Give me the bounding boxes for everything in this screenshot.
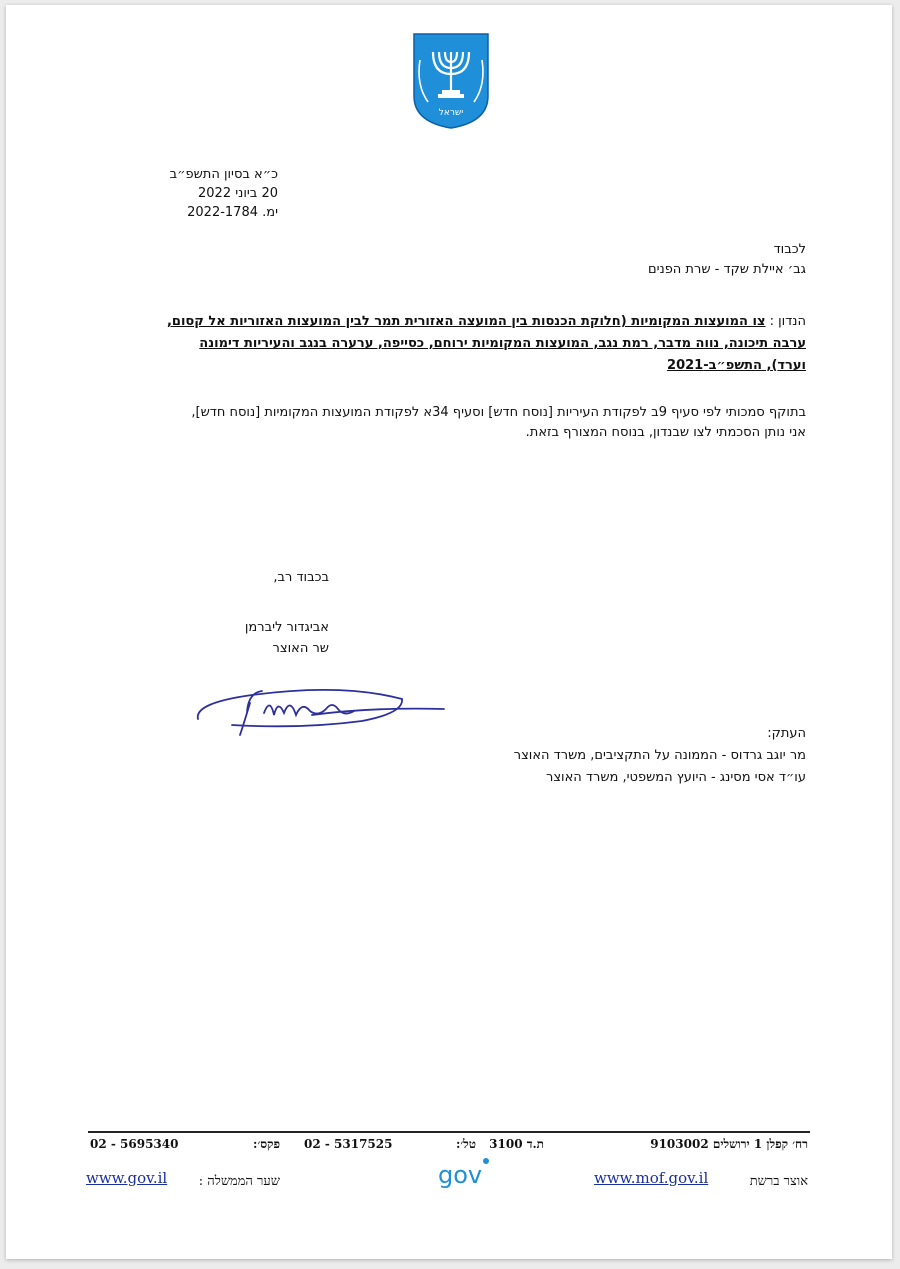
gregorian-date: 20 ביוני 2022 — [198, 186, 278, 201]
closing-regards: בכבוד רב, — [273, 570, 329, 585]
body-paragraph — [86, 403, 806, 443]
mof-website-link[interactable]: www.mof.gov.il — [594, 1169, 709, 1187]
footer-fax: 02 - 5695340 — [90, 1137, 179, 1151]
salutation: לכבוד — [773, 242, 806, 257]
footer-po-box: ת.ד 3100 — [489, 1137, 544, 1151]
cc-line-1: מר יוגב גרדוס - הממונה על התקציבים, משרד האוצר — [513, 748, 806, 763]
gov-logo-icon — [436, 1153, 496, 1191]
cc-block — [406, 723, 806, 789]
footer-address: רח׳ קפלן 1 ירושלים 9103002 — [650, 1137, 808, 1151]
cc-label: העתק: — [767, 726, 806, 741]
gov-website-link[interactable]: www.gov.il — [86, 1169, 168, 1187]
letter-page — [6, 5, 892, 1259]
footer-divider — [88, 1131, 810, 1133]
signer-name: אביגדור ליברמן — [244, 620, 329, 635]
body-line-1: בתוקף סמכותי לפי סעיף 9ב לפקודת העיריות [נוסח חדש] וסעיף 34א לפקודת המועצות המקומיות [נוסח חדש], — [191, 405, 806, 420]
hebrew-date: כ״א בסיון התשפ״ב — [169, 167, 278, 182]
addressee-block — [506, 240, 806, 280]
subject-line-2: ערבה תיכונה, נווה מדבר, רמת נגב, המועצות המקומיות ירוחם, כסייפה, ערערה בנגב והעיריות דימונה — [199, 336, 806, 351]
body-line-2: אני נותן הסכמתי לצו שבנדון, בנוסח המצורף בזאת. — [525, 425, 806, 440]
cc-line-2: עו״ד אסי מסינג - היועץ המשפטי, משרד האוצר — [545, 770, 806, 785]
subject-block — [86, 311, 806, 377]
date-block — [58, 165, 278, 222]
subject-prefix: הנדון : — [769, 314, 806, 329]
gov-logo-text: gov — [438, 1161, 483, 1189]
footer-phone-label: טל׳: — [455, 1137, 476, 1151]
signer-block — [129, 617, 329, 659]
emblem-text: ישראל — [438, 108, 464, 118]
footer-mof-label: אוצר ברשת — [749, 1174, 808, 1189]
footer-phone: 02 - 5317525 — [304, 1137, 393, 1151]
signer-title: שר האוצר — [272, 641, 329, 656]
footer-fax-label: פקס׳: — [253, 1137, 280, 1151]
reference-number: ימ. 2022-1784 — [187, 205, 278, 220]
subject-line-1: צו המועצות המקומיות (חלוקת הכנסות בין המועצה האזורית תמר לבין המועצות האזוריות אל קסום, — [166, 314, 766, 329]
state-emblem-icon — [410, 30, 492, 130]
addressee-name: גב׳ איילת שקד - שרת הפנים — [647, 262, 806, 277]
subject-line-3: וערד), התשפ״ב-2021 — [667, 358, 806, 373]
footer-gov-label: שער הממשלה : — [198, 1174, 280, 1189]
